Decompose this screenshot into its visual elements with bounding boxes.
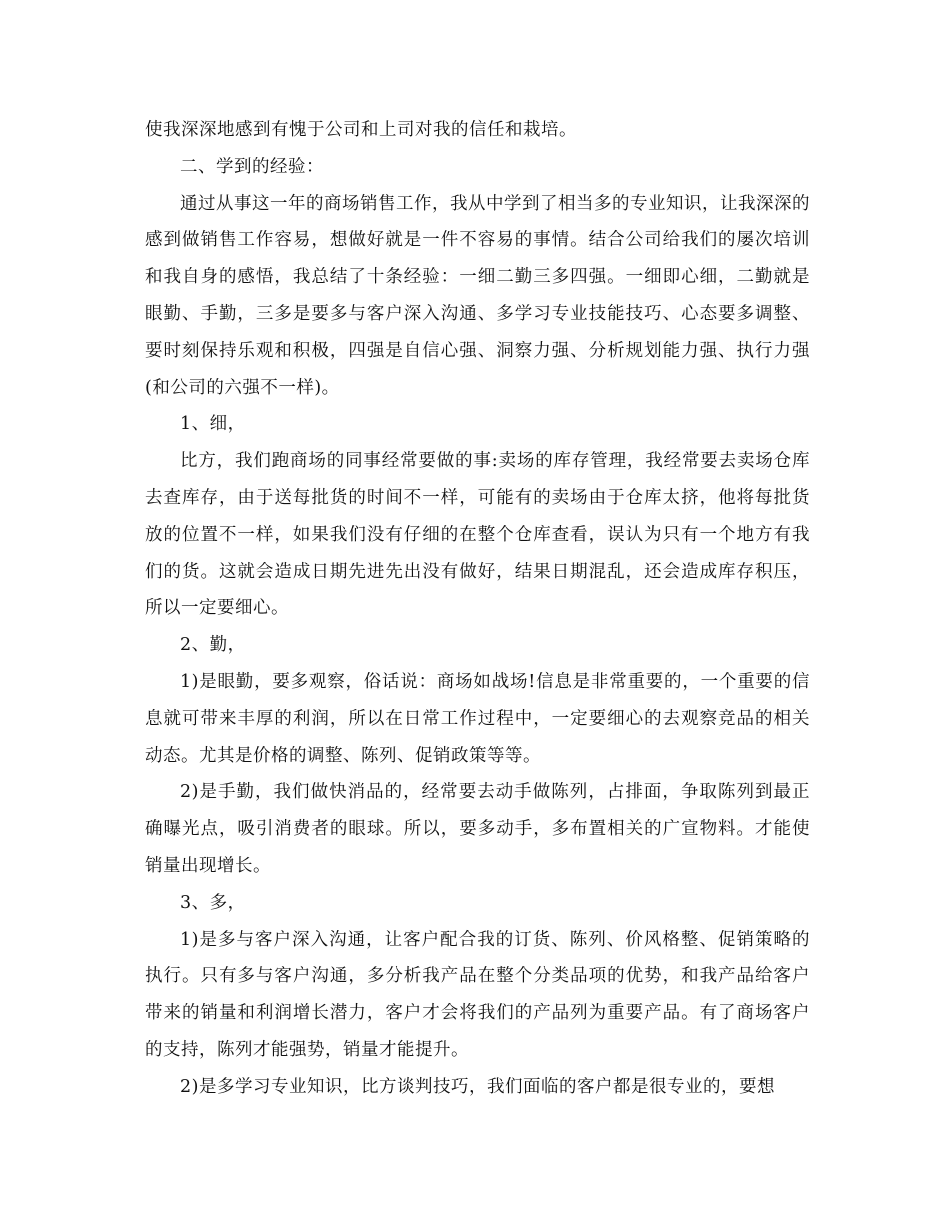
section-heading: 二、学到的经验： bbox=[180, 156, 324, 177]
subsection-heading: 1、细， bbox=[180, 414, 246, 435]
subsection-heading: 2、勤， bbox=[180, 635, 246, 656]
paragraph: 1)是多与客户深入沟通，让客户配合我的订货、陈列、价风格整、促销策略的执行。只有多与客户沟通，多分析我产品在整个分类品项的优势，和我产品给客户带来的销量和利润增长潜力，客户才会将我们的产品列为重要产品。有了商场客户的支持，陈列才能强势，销量才能提升。 bbox=[145, 929, 810, 1060]
paragraph: 2)是多学习专业知识，比方谈判技巧，我们面临的客户都是很专业的，要想 bbox=[180, 1076, 775, 1097]
subsection-heading: 3、多， bbox=[180, 892, 246, 913]
paragraph: 通过从事这一年的商场销售工作，我从中学到了相当多的专业知识，让我深深的感到做销售工作容易，想做好就是一件不容易的事情。结合公司给我们的屡次培训和我自身的感悟，我总结了十条经验：一细二勤三多四强。一细即心细，二勤就是眼勤、手勤，三多是要多与客户深入沟通、多学习专业技能技巧、心态要多调整、要时刻保持乐观和积极，四强是自信心强、洞察力强、分析规划能力强、执行力强(和公司的六强不一样)。 bbox=[145, 193, 810, 398]
paragraph: 使我深深地感到有愧于公司和上司对我的信任和栽培。 bbox=[145, 120, 577, 140]
document-body bbox=[145, 112, 810, 1106]
paragraph: 比方，我们跑商场的同事经常要做的事:卖场的库存管理，我经常要去卖场仓库去查库存，由于送每批货的时间不一样，可能有的卖场由于仓库太挤，他将每批货放的位置不一样，如果我们没有仔细的在整个仓库查看，误认为只有一个地方有我们的货。这就会造成日期先进先出没有做好，结果日期混乱，还会造成库存积压，所以一定要细心。 bbox=[145, 451, 810, 619]
paragraph: 2)是手勤，我们做快消品的，经常要去动手做陈列，占排面，争取陈列到最正确曝光点，吸引消费者的眼球。所以，要多动手，多布置相关的广宣物料。才能使销量出现增长。 bbox=[145, 782, 810, 876]
paragraph: 1)是眼勤，要多观察，俗话说：商场如战场!信息是非常重要的，一个重要的信息就可带来丰厚的利润，所以在日常工作过程中，一定要细心的去观察竞品的相关动态。尤其是价格的调整、陈列、促销政策等等。 bbox=[145, 671, 810, 766]
